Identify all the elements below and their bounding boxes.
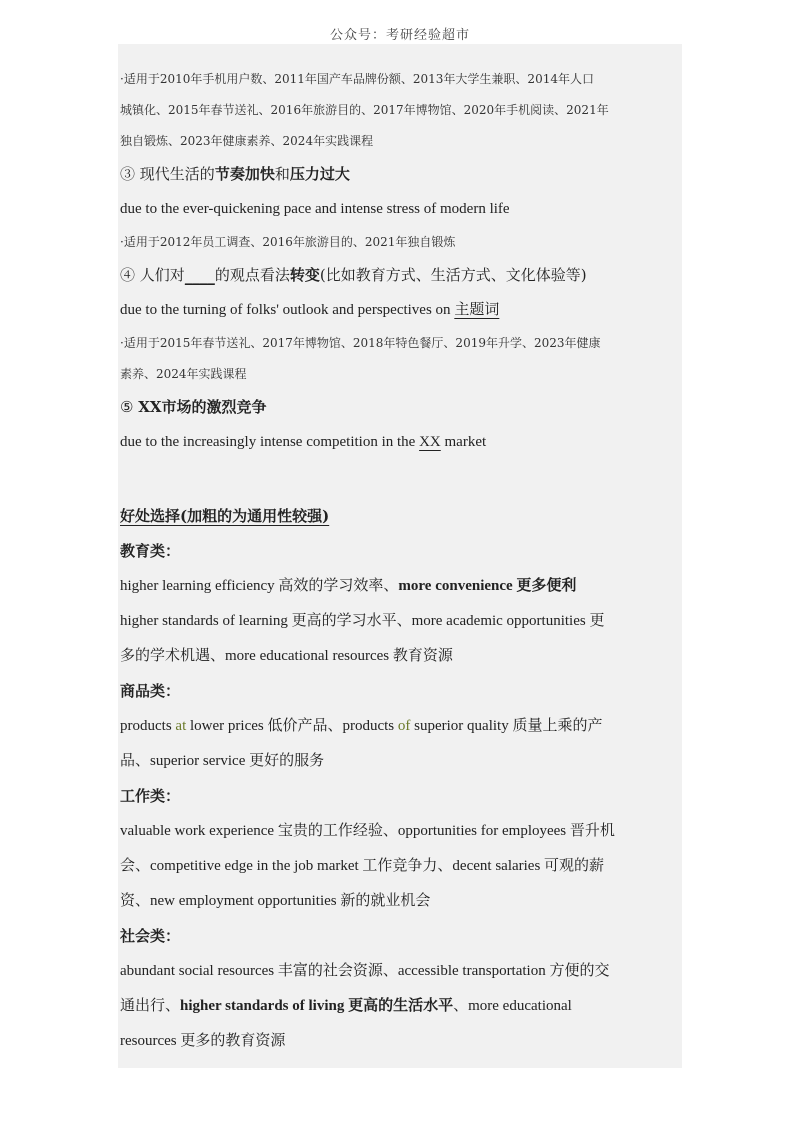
reason-3-bold-1: 节奏加快 <box>214 165 275 183</box>
society-line-1: abundant social resources 丰富的社会资源、accessible transportation 方便的交 <box>120 963 610 979</box>
reason-4-post: (比如教育方式、生活方式、文化体验等) <box>319 266 587 284</box>
work-line-3: 资、new employment opportunities 新的就业机会 <box>120 893 431 909</box>
reason-5-market-word: XX <box>419 434 441 450</box>
reason-4-bold: 转变 <box>289 266 320 284</box>
reason-3-english: due to the ever-quickening pace and intense stress of modern life <box>120 201 510 217</box>
reason-4-blank: ____ <box>184 266 215 284</box>
usage-note-line: 独自锻炼、2023年健康素养、2024年实践课程 <box>120 134 374 148</box>
reason-4-note-line: ·适用于2015年春节送礼、2017年博物馆、2018年特色餐厅、2019年升学、2023年健康 <box>120 336 601 350</box>
reason-5-heading <box>120 390 680 425</box>
society-line-2-bold: higher standards of living 更高的生活水平 <box>180 998 454 1014</box>
benefits-title: 好处选择(加粗的为通用性较强) <box>120 507 330 525</box>
goods-line-2: 品、superior service 更好的服务 <box>120 753 325 769</box>
reason-5-english-pre: due to the increasingly intense competition in the <box>120 434 420 450</box>
education-line-2: higher standards of learning 更高的学习水平、more academic opportunities 更 <box>120 613 605 629</box>
education-line-1 <box>120 569 680 604</box>
society-line-2 <box>120 989 680 1024</box>
reason-5-english <box>120 425 680 460</box>
society-category-label: 社会类： <box>120 927 181 945</box>
reason-3-mid: 和 <box>274 165 290 183</box>
reason-4-number: ④ <box>120 266 136 284</box>
work-line-1: valuable work experience 宝贵的工作经验、opportunities for employees 晋升机 <box>120 823 615 839</box>
reason-3-number: ③ <box>120 165 136 183</box>
society-line-2-a: 通出行、 <box>120 998 181 1014</box>
reason-4-topic-word: 主题词 <box>454 302 500 318</box>
usage-note-line: ·适用于2010年手机用户数、2011年国产车品牌份额、2013年大学生兼职、2014年人口 <box>120 72 594 86</box>
goods-category-label: 商品类： <box>120 682 181 700</box>
society-line-3: resources 更多的教育资源 <box>120 1033 286 1049</box>
reason-4-pre: 人们对 <box>139 266 185 284</box>
goods-word-at: at <box>175 718 187 734</box>
reason-4-heading <box>120 258 680 293</box>
goods-line-1-c: superior quality 质量上乘的产 <box>410 718 603 734</box>
reason-4-english <box>120 293 680 328</box>
document-body <box>120 64 680 1059</box>
reason-5-bold: XX市场的激烈竞争 <box>138 398 267 416</box>
reason-4-note-line: 素养、2024年实践课程 <box>120 367 247 381</box>
page-header: 公众号：考研经验超市 <box>329 28 470 43</box>
reason-3-note: ·适用于2012年员工调查、2016年旅游目的、2021年独自锻炼 <box>120 235 456 249</box>
goods-word-of: of <box>397 718 411 734</box>
reason-5-english-post: market <box>440 434 487 450</box>
education-line-3: 多的学术机遇、more educational resources 教育资源 <box>120 648 453 664</box>
reason-3-pre: 现代生活的 <box>139 165 215 183</box>
goods-line-1 <box>120 709 680 744</box>
work-category-label: 工作类： <box>120 787 181 805</box>
reason-3-bold-2: 压力过大 <box>289 165 350 183</box>
education-line-1-bold: more convenience 更多便利 <box>398 578 577 594</box>
reason-4-mid: 的观点看法 <box>214 266 290 284</box>
reason-5-number: ⑤ <box>120 398 134 416</box>
education-line-1-a: higher learning efficiency 高效的学习效率、 <box>120 578 399 594</box>
usage-note-line: 城镇化、2015年春节送礼、2016年旅游目的、2017年博物馆、2020年手机阅读、2021年 <box>120 103 609 117</box>
goods-line-1-b: lower prices 低价产品、products <box>186 718 398 734</box>
goods-line-1-a: products <box>120 718 176 734</box>
reason-3-heading <box>120 157 680 192</box>
work-line-2: 会、competitive edge in the job market 工作竞争力、decent salaries 可观的薪 <box>120 858 605 874</box>
education-category-label: 教育类： <box>120 542 181 560</box>
society-line-2-c: 、more educational <box>453 998 572 1014</box>
spacer <box>120 460 680 495</box>
reason-4-english-pre: due to the turning of folks' outlook and perspectives on <box>120 302 455 318</box>
